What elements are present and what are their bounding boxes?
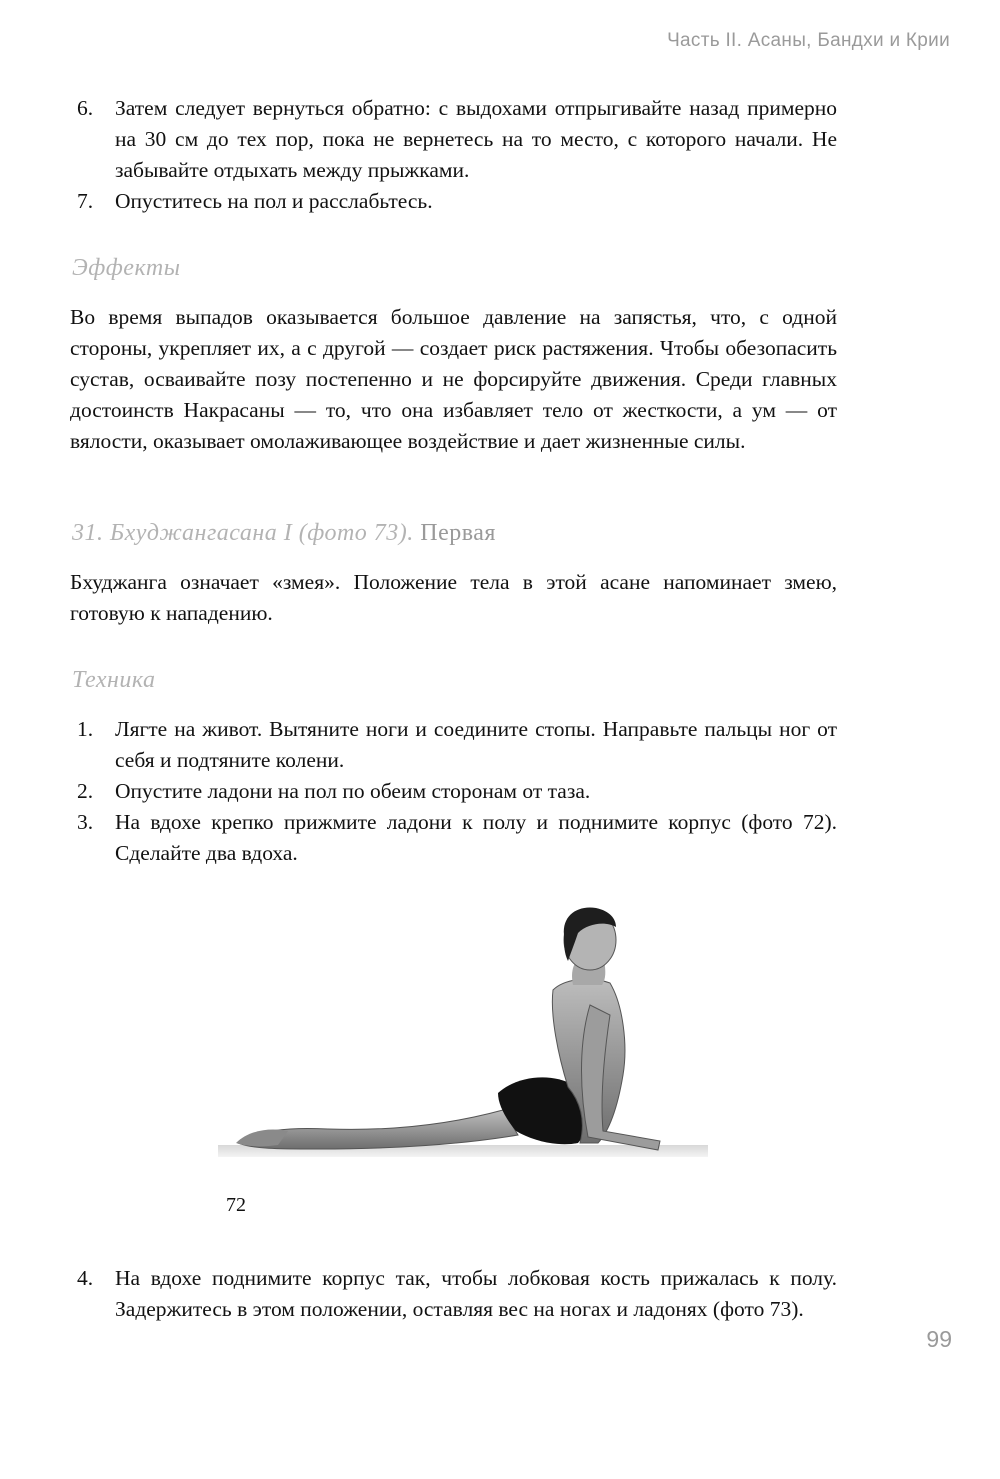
list-item <box>70 776 837 807</box>
cobra-pose-photo <box>218 905 708 1165</box>
step-number: 1. <box>77 717 94 741</box>
figure-caption: 72 <box>226 1194 246 1216</box>
list-item <box>70 93 837 186</box>
list-item <box>70 714 837 776</box>
step-number: 3. <box>77 810 94 834</box>
list-item <box>70 1263 837 1325</box>
section-heading-plain: Первая <box>420 520 496 546</box>
list-item <box>70 807 837 869</box>
steps-list-bottom <box>70 1263 837 1325</box>
step-text: Затем следует вернуться обратно: с выдохами отпрыгивайте назад примерно на 30 см до тех пор, пока не вернетесь на то место, с которого начали. Не забывайте отдыхать между прыжками. <box>115 96 837 182</box>
section-heading-italic: 31. Бхуджангасана I (фото 73). <box>72 520 414 546</box>
section-heading <box>72 520 496 547</box>
page-number: 99 <box>926 1326 952 1352</box>
technique-heading: Техника <box>72 667 156 693</box>
list-item <box>70 186 837 217</box>
step-text: Опуститесь на пол и расслабьтесь. <box>115 189 433 213</box>
steps-list-top <box>70 93 837 217</box>
legs <box>238 1110 518 1149</box>
effects-heading: Эффекты <box>72 255 181 281</box>
section-intro-paragraph: Бхуджанга означает «змея». Положение тела в этой асане напоминает змею, готовую к нападению. <box>70 570 837 625</box>
effects-paragraph: Во время выпадов оказывается большое давление на запястья, что, с одной стороны, укрепляет их, а с другой — создает риск растяжения. Чтобы обезопасить сустав, осваивайте позу постепенно и не форсируйте движения. Среди главных достоинств Накрасаны — то, что она избавляет тело от жесткости, а ум — от вялости, оказывает омолаживающее воздействие и дает жизненные силы. <box>70 305 837 453</box>
step-number: 7. <box>77 189 94 213</box>
technique-steps-list <box>70 714 837 869</box>
step-number: 6. <box>77 96 94 120</box>
step-text: На вдохе крепко прижмите ладони к полу и поднимите корпус (фото 72). Сделайте два вдоха. <box>115 810 837 865</box>
step-text: Опустите ладони на пол по обеим сторонам от таза. <box>115 779 591 803</box>
step-text: Лягте на живот. Вытяните ноги и соедините стопы. Направьте пальцы ног от себя и подтяните колени. <box>115 717 837 772</box>
step-number: 2. <box>77 779 94 803</box>
running-header: Часть II. Асаны, Бандхи и Крии <box>667 30 950 51</box>
step-text: На вдохе поднимите корпус так, чтобы лобковая кость прижалась к полу. Задержитесь в этом положении, оставляя вес на ногах и ладонях (фото 73). <box>115 1266 837 1321</box>
step-number: 4. <box>77 1266 94 1290</box>
